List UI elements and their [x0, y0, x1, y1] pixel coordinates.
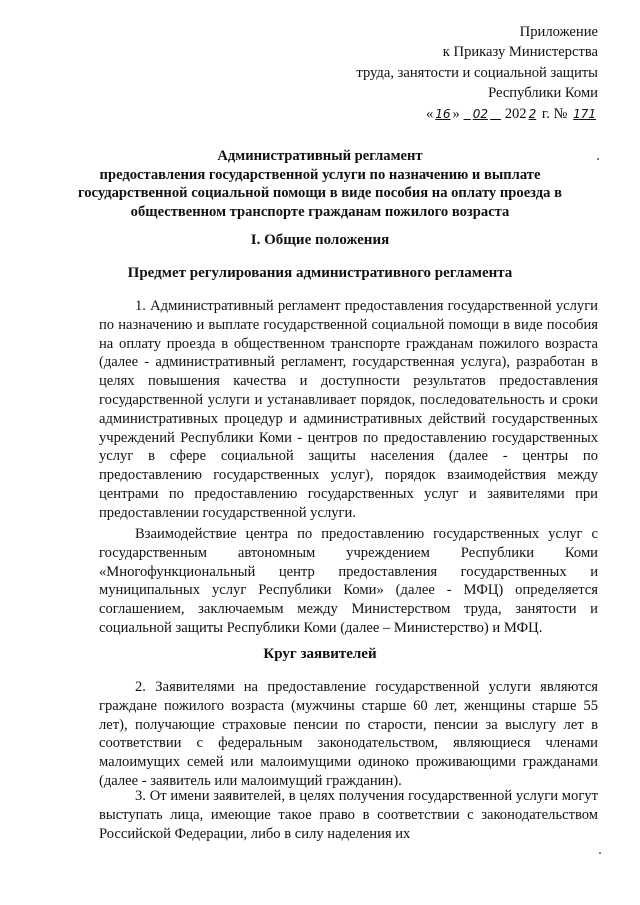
annex-header [356, 22, 598, 124]
date-year-suffix: 2 [528, 107, 537, 122]
date-quote-open: « [425, 106, 434, 123]
annex-line-3: труда, занятости и социальной защиты [356, 64, 598, 81]
document-title [0, 147, 640, 221]
order-number: 171 [573, 107, 596, 122]
scan-speck [597, 158, 599, 160]
paragraph-3: 3. От имени заявителей, в целях получения государственной услуги могут выступать лица, имеющие такое право в соответствии с законодательством Российской Федерации, либо в силу наделения их [99, 788, 598, 842]
section-heading-general: I. Общие положения [250, 232, 390, 248]
subject-heading: Предмет регулирования административного регламента [127, 265, 513, 281]
date-year-prefix: 202 [504, 106, 527, 123]
order-date-line [356, 104, 598, 124]
title-line-1: Административный регламент [217, 148, 423, 164]
date-number-label: г. № [541, 106, 568, 123]
title-line-2: предоставления государственной услуги по назначению и выплате [99, 166, 541, 183]
scan-speck [599, 852, 601, 854]
annex-line-2: к Приказу Министерства [442, 44, 598, 61]
title-line-4: общественном транспорте гражданам пожилого возраста [130, 203, 510, 220]
paragraph-3-block [99, 787, 598, 843]
paragraph-2-block [99, 678, 598, 791]
date-day: 16 [435, 107, 451, 122]
title-line-3: государственной социальной помощи в виде пособия на оплату проезда в [78, 185, 562, 201]
paragraph-1b-block [99, 525, 598, 638]
date-quote-close: » [452, 106, 460, 123]
paragraph-1b: Взаимодействие центра по предоставлению государственных услуг с государственным автономным учреждением Республики Коми «Многофункциональный центр предоставления государственных и муниципальных услуг Республики Коми» (далее - МФЦ) определяется соглашением, заключаемым между Министерством труда, занятости и социальной защиты Республики Коми (далее – Министерство) и МФЦ. [99, 526, 598, 636]
date-month: 02 [472, 107, 489, 122]
annex-line-4: Республики Коми [488, 84, 598, 101]
applicants-heading: Круг заявителей [263, 646, 377, 662]
paragraph-2: 2. Заявителями на предоставление государственной услуги являются граждане пожилого возраста (мужчины старше 60 лет, женщины старше 55 лет), получающие страховые пенсии по старости, пенсии за выслугу лет в соответствии с федеральным законодательством, являющиеся членами малоимущих семей или малоимущими одиноко проживающими гражданами (далее - заявитель или малоимущий гражданин). [99, 679, 598, 789]
paragraph-1: 1. Административный регламент предоставления государственной услуги по назначению и выплате государственной социальной помощи в виде пособия на оплату проезда в общественном транспорте гражданам пожилого возраста (далее - административный регламент, государственная услуга), разработан в целях повышения качества и доступности результатов предоставления государственной услуги и устанавливает порядок, последовательность и сроки административных процедур и административных действий государственных учреждений Республики Коми - центров по предоставлению государственных услуг в сфере социальной защиты населения (далее - центры по предоставлению государственных услуг), порядок взаимодействия между центрами по предоставлению государственных услуг и заявителями при предоставлении государственной услуги. [99, 298, 598, 521]
annex-line-1: Приложение [519, 24, 598, 40]
paragraph-1-block [99, 297, 598, 523]
